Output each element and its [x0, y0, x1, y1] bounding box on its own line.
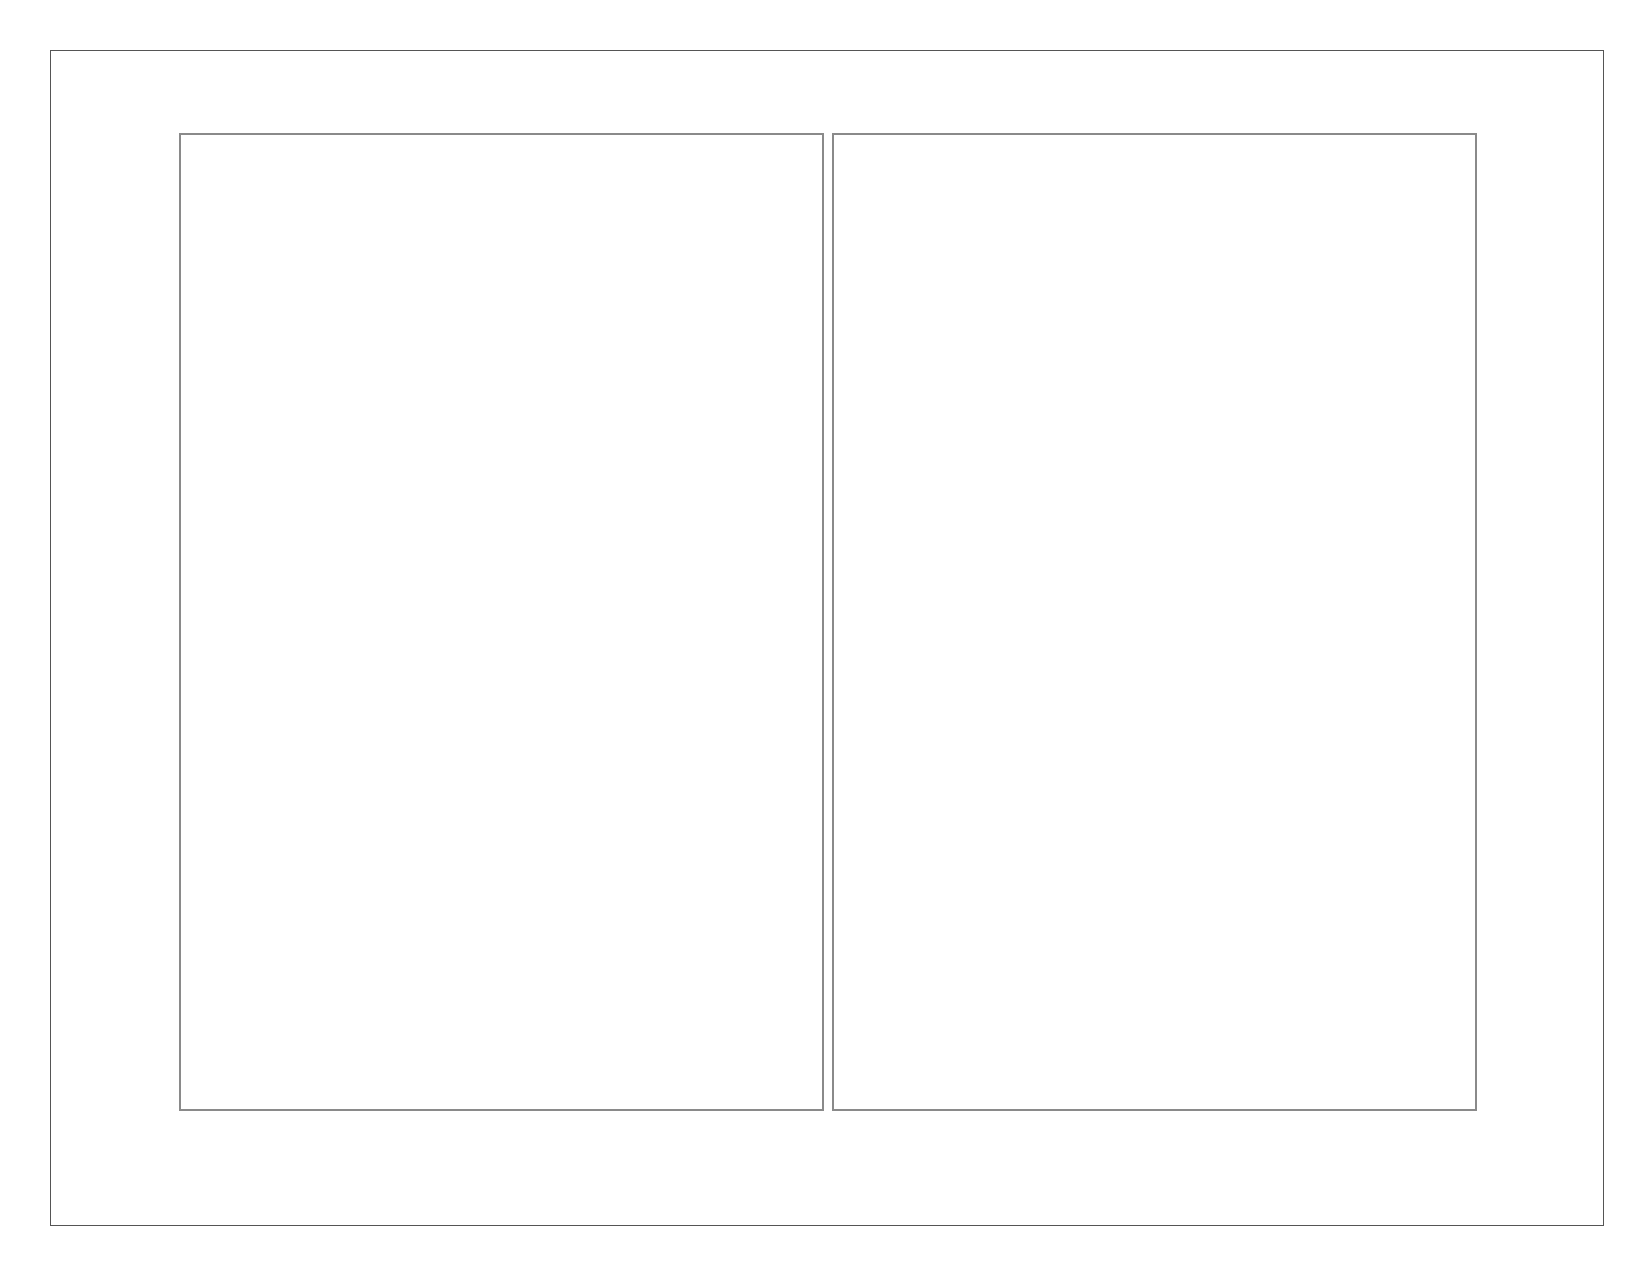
chart-panel-tire	[832, 133, 1477, 1111]
chart-selcuk	[181, 135, 822, 1109]
chart-tire	[834, 135, 1475, 1109]
chart-panel-selcuk	[179, 133, 824, 1111]
